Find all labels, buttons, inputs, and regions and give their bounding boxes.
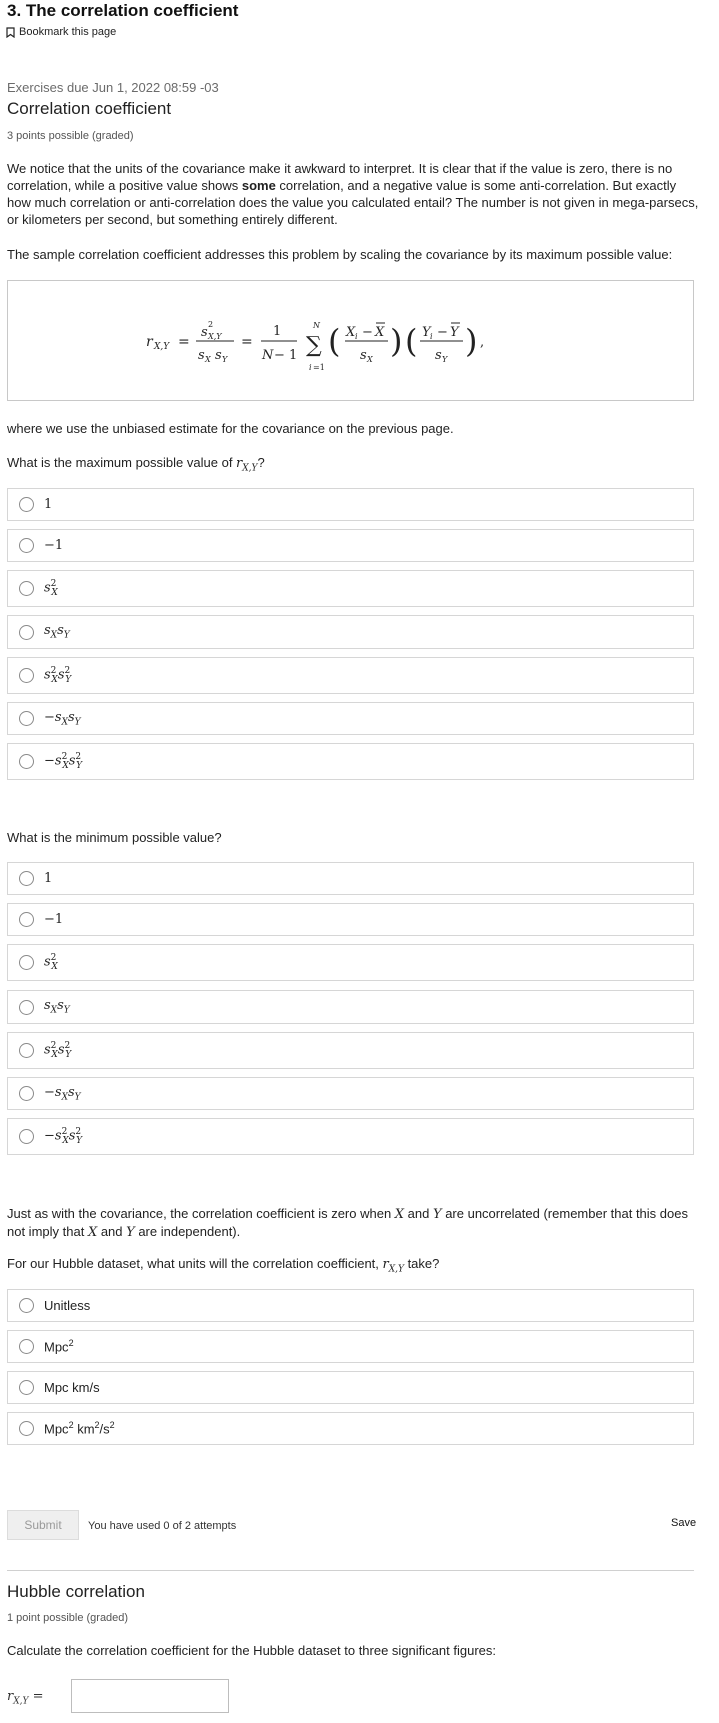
svg-text:i: i <box>430 332 433 341</box>
question-min-label: What is the minimum possible value? <box>7 830 222 845</box>
radio-button[interactable] <box>19 711 34 726</box>
svg-text:1: 1 <box>273 324 282 339</box>
svg-text:s: s <box>360 348 367 363</box>
q2-option-sx2[interactable]: $s^2_X$ <box>7 944 694 981</box>
bookmark-icon <box>6 27 15 38</box>
svg-text:Y: Y <box>222 355 228 364</box>
attempts-counter: You have used 0 of 2 attempts <box>88 1520 237 1532</box>
svg-text:X,Y: X,Y <box>154 342 170 352</box>
problem-title-hubble: Hubble correlation <box>7 1582 145 1601</box>
intro-paragraph-2: The sample correlation coefficient addresses this problem by scaling the covariance by its maximum possible value: <box>7 247 673 262</box>
svg-text:X: X <box>205 355 211 364</box>
svg-text:i: i <box>355 332 358 341</box>
svg-text:Y: Y <box>422 325 431 340</box>
q1-option-sx2sy2[interactable]: $s^2_Xs^2_Y$ <box>7 657 694 694</box>
points-possible-hubble: 1 point possible (graded) <box>7 1612 129 1624</box>
q2-option-neg1[interactable]: −1 <box>7 903 694 936</box>
formula-box <box>7 280 694 401</box>
q3-option-unitless[interactable]: Unitless <box>7 1289 694 1322</box>
svg-text:X: X <box>346 325 356 340</box>
radio-button[interactable] <box>19 1086 34 1101</box>
answer-label: $r_{X,Y}$ = <box>7 1689 44 1707</box>
q1-option-sxsy[interactable]: $s_Xs_Y$ <box>7 615 694 649</box>
bookmark-button[interactable] <box>6 26 116 38</box>
submit-button[interactable]: Submit <box>7 1510 79 1540</box>
svg-text:N: N <box>262 348 274 363</box>
radio-button[interactable] <box>19 1043 34 1058</box>
svg-text:N: N <box>313 321 320 330</box>
svg-text:∑: ∑ <box>306 333 322 358</box>
bookmark-label: Bookmark this page <box>19 26 117 38</box>
q2-option-neg-sxsy[interactable]: $-s_Xs_Y$ <box>7 1077 694 1110</box>
radio-button[interactable] <box>19 1421 34 1436</box>
svg-text:): ) <box>390 322 403 360</box>
radio-button[interactable] <box>19 581 34 596</box>
svg-text:i: i <box>309 363 312 372</box>
q3-option-mpc2-km2-s2[interactable]: Mpc$^2$ $km^2/s^2$ <box>7 1412 694 1445</box>
radio-button[interactable] <box>19 912 34 927</box>
radio-button[interactable] <box>19 668 34 683</box>
svg-text:Y: Y <box>450 325 459 340</box>
svg-text:s: s <box>215 348 222 363</box>
radio-button[interactable] <box>19 497 34 512</box>
q2-option-1[interactable]: 1 <box>7 862 694 895</box>
radio-button[interactable] <box>19 754 34 769</box>
svg-text:(: ( <box>328 322 341 360</box>
radio-button[interactable] <box>19 1339 34 1354</box>
q1-option-1[interactable]: 1 <box>7 488 694 521</box>
radio-button[interactable] <box>19 1298 34 1313</box>
unit-title: 3. The correlation coefficient <box>7 1 239 20</box>
q3-option-mpc-kms[interactable]: Mpc km/s <box>7 1371 694 1404</box>
problem-title: Correlation coefficient <box>7 99 172 118</box>
radio-button[interactable] <box>19 955 34 970</box>
radio-button[interactable] <box>19 538 34 553</box>
svg-text:): ) <box>465 322 478 360</box>
q1-option-neg1[interactable]: −1 <box>7 529 694 562</box>
points-possible: 3 points possible (graded) <box>7 130 134 142</box>
q1-option-neg-sxsy[interactable]: $-s_Xs_Y$ <box>7 702 694 735</box>
radio-button[interactable] <box>19 625 34 640</box>
formula-note: where we use the unbiased estimate for the covariance on the previous page. <box>7 421 454 436</box>
svg-text:− 1: − 1 <box>274 348 298 363</box>
svg-text:−: − <box>437 325 448 340</box>
radio-button[interactable] <box>19 1380 34 1395</box>
correlation-formula <box>8 281 693 400</box>
due-date: Exercises due Jun 1, 2022 08:59 -03 <box>7 80 219 95</box>
radio-button[interactable] <box>19 1000 34 1015</box>
q1-option-neg-sx2sy2[interactable]: $-s^2_Xs^2_Y$ <box>7 743 694 780</box>
svg-text:=: = <box>178 334 190 350</box>
hubble-prompt: Calculate the correlation coefficient for the Hubble dataset to three significant figures: <box>7 1643 496 1658</box>
question-units-label: For our Hubble dataset, what units will the correlation coefficient, $r_{X,Y}$ take? <box>7 1256 440 1275</box>
q2-option-sx2sy2[interactable]: $s^2_Xs^2_Y$ <box>7 1032 694 1069</box>
radio-button[interactable] <box>19 871 34 886</box>
radio-button[interactable] <box>19 1129 34 1144</box>
svg-text:Y: Y <box>442 355 448 364</box>
svg-text:s: s <box>198 348 205 363</box>
svg-text:,: , <box>480 335 485 350</box>
svg-text:X: X <box>375 325 385 340</box>
svg-text:X,Y: X,Y <box>208 332 222 341</box>
svg-text:s: s <box>201 325 208 340</box>
svg-text:X: X <box>367 355 373 364</box>
q2-option-neg-sx2sy2[interactable]: $-s^2_Xs^2_Y$ <box>7 1118 694 1155</box>
save-button[interactable]: Save <box>671 1517 697 1529</box>
svg-text:s: s <box>435 348 442 363</box>
svg-text:=1: =1 <box>313 363 325 372</box>
independence-note: Just as with the covariance, the correlation coefficient is zero when X and Y are uncorrelated (remember that this does not imply that X and Y are independent). <box>7 1206 688 1240</box>
q3-option-mpc2[interactable]: Mpc$^2$ <box>7 1330 694 1363</box>
intro-paragraph: We notice that the units of the covariance make it awkward to interpret. It is clear that if the value is zero, there is no correlation, while a positive value shows some correlation, and a negative value is some anti-correlation. But exactly how much correlation or anti-correlation does the value you calculated entail? The number is not given in mega-parsecs, or kilometers per second, but something entirely different. <box>7 161 699 227</box>
divider <box>7 1570 694 1571</box>
q1-option-sx2[interactable]: $s^2_X$ <box>7 570 694 607</box>
svg-text:=: = <box>241 334 253 350</box>
q2-option-sxsy[interactable]: $s_Xs_Y$ <box>7 990 694 1024</box>
svg-text:−: − <box>362 325 373 340</box>
correlation-answer-input[interactable] <box>71 1679 229 1713</box>
svg-text:2: 2 <box>208 320 214 329</box>
svg-text:(: ( <box>405 322 418 360</box>
svg-text:r: r <box>146 334 153 350</box>
question-max-label: What is the maximum possible value of $r_{X,Y}$? <box>7 455 265 474</box>
